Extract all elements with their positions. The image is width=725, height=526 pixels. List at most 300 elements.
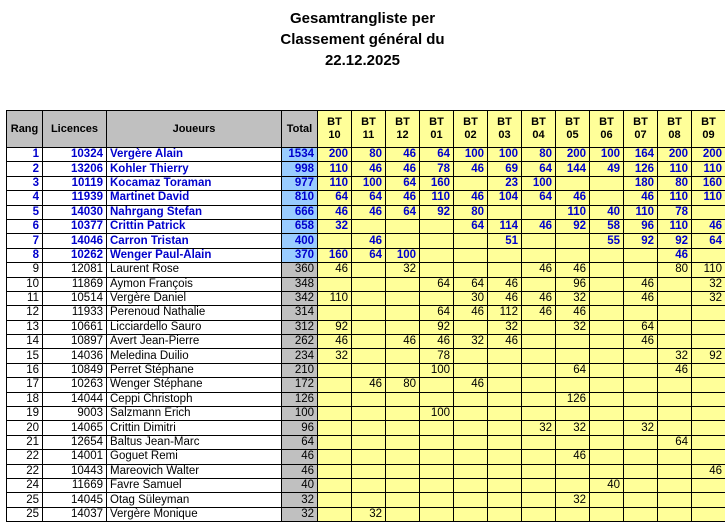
rank-cell: 17 <box>7 378 43 392</box>
score-cell <box>420 378 454 392</box>
score-cell: 46 <box>318 205 352 219</box>
licence-cell: 12081 <box>43 263 107 277</box>
total-cell: 360 <box>282 263 318 277</box>
score-cell <box>624 450 658 464</box>
rank-cell: 7 <box>7 234 43 248</box>
total-cell: 40 <box>282 478 318 492</box>
total-cell: 1534 <box>282 148 318 162</box>
rank-cell: 10 <box>7 277 43 291</box>
player-name-cell: Licciardello Sauro <box>107 320 282 334</box>
score-cell: 64 <box>318 191 352 205</box>
score-cell <box>488 478 522 492</box>
table-row <box>7 363 725 377</box>
score-cell <box>352 277 386 291</box>
score-cell <box>658 378 692 392</box>
score-cell: 32 <box>318 219 352 233</box>
score-cell <box>692 306 725 320</box>
score-cell <box>352 407 386 421</box>
score-cell <box>556 507 590 521</box>
score-cell: 92 <box>318 320 352 334</box>
score-cell <box>624 507 658 521</box>
score-cell <box>352 478 386 492</box>
rank-cell: 2 <box>7 162 43 176</box>
score-cell <box>692 335 725 349</box>
header-bt-label: BT <box>463 116 478 128</box>
rank-cell: 8 <box>7 248 43 262</box>
score-cell: 96 <box>556 277 590 291</box>
score-cell <box>522 335 556 349</box>
score-cell: 100 <box>352 176 386 190</box>
score-cell: 64 <box>454 277 488 291</box>
score-cell <box>318 363 352 377</box>
score-cell <box>386 277 420 291</box>
score-cell <box>386 349 420 363</box>
score-cell: 46 <box>692 464 725 478</box>
score-cell <box>420 464 454 478</box>
score-cell <box>318 277 352 291</box>
score-cell: 100 <box>420 407 454 421</box>
licence-cell: 10119 <box>43 176 107 190</box>
score-cell: 110 <box>692 263 725 277</box>
header-bt <box>590 111 624 148</box>
header-total: Total <box>282 111 318 148</box>
licence-cell: 10262 <box>43 248 107 262</box>
rank-cell: 20 <box>7 421 43 435</box>
licence-cell: 11869 <box>43 277 107 291</box>
player-name-cell: Aymon François <box>107 277 282 291</box>
score-cell: 92 <box>420 205 454 219</box>
score-cell <box>590 507 624 521</box>
header-bt <box>624 111 658 148</box>
table-row <box>7 320 725 334</box>
licence-cell: 10849 <box>43 363 107 377</box>
score-cell <box>692 392 725 406</box>
score-cell <box>352 320 386 334</box>
score-cell: 110 <box>658 162 692 176</box>
score-cell <box>624 392 658 406</box>
score-cell: 46 <box>624 277 658 291</box>
total-cell: 348 <box>282 277 318 291</box>
licence-cell: 12654 <box>43 435 107 449</box>
header-bt-number: 11 <box>362 129 375 141</box>
licence-cell: 11939 <box>43 191 107 205</box>
score-cell <box>522 363 556 377</box>
score-cell <box>556 176 590 190</box>
table-row <box>7 493 725 507</box>
score-cell <box>318 478 352 492</box>
score-cell: 126 <box>556 392 590 406</box>
player-name-cell: Otag Süleyman <box>107 493 282 507</box>
score-cell <box>658 306 692 320</box>
score-cell: 46 <box>386 162 420 176</box>
score-cell: 64 <box>556 363 590 377</box>
score-cell: 32 <box>658 349 692 363</box>
score-cell: 80 <box>522 148 556 162</box>
score-cell: 40 <box>590 205 624 219</box>
player-name-cell: Vergère Alain <box>107 148 282 162</box>
score-cell: 64 <box>692 234 725 248</box>
table-row <box>7 291 725 305</box>
score-cell <box>318 407 352 421</box>
score-cell <box>624 478 658 492</box>
score-cell: 110 <box>692 191 725 205</box>
score-cell: 32 <box>386 263 420 277</box>
score-cell <box>522 507 556 521</box>
player-name-cell: Crittin Patrick <box>107 219 282 233</box>
score-cell <box>420 291 454 305</box>
score-cell: 46 <box>488 277 522 291</box>
score-cell <box>420 263 454 277</box>
score-cell: 64 <box>352 248 386 262</box>
score-cell: 46 <box>454 378 488 392</box>
score-cell: 32 <box>556 320 590 334</box>
licence-cell: 10324 <box>43 148 107 162</box>
licence-cell: 14044 <box>43 392 107 406</box>
score-cell <box>488 493 522 507</box>
rank-cell: 6 <box>7 219 43 233</box>
score-cell <box>522 478 556 492</box>
header-bt <box>352 111 386 148</box>
header-bt-label: BT <box>633 116 648 128</box>
score-cell <box>658 291 692 305</box>
player-name-cell: Carron Tristan <box>107 234 282 248</box>
score-cell <box>692 378 725 392</box>
player-name-cell: Avert Jean-Pierre <box>107 335 282 349</box>
score-cell: 110 <box>318 162 352 176</box>
score-cell: 160 <box>692 176 725 190</box>
total-cell: 810 <box>282 191 318 205</box>
score-cell <box>386 493 420 507</box>
score-cell <box>692 435 725 449</box>
score-cell <box>454 478 488 492</box>
score-cell: 64 <box>420 277 454 291</box>
score-cell <box>454 363 488 377</box>
player-name-cell: Ceppi Christoph <box>107 392 282 406</box>
total-cell: 46 <box>282 450 318 464</box>
player-name-cell: Baltus Jean-Marc <box>107 435 282 449</box>
table-row <box>7 464 725 478</box>
table-row <box>7 148 725 162</box>
score-cell <box>386 306 420 320</box>
score-cell: 100 <box>454 148 488 162</box>
score-cell: 64 <box>420 148 454 162</box>
score-cell <box>386 291 420 305</box>
rank-cell: 25 <box>7 507 43 521</box>
player-name-cell: Meledina Duilio <box>107 349 282 363</box>
player-name-cell: Kohler Thierry <box>107 162 282 176</box>
score-cell <box>420 450 454 464</box>
score-cell <box>522 493 556 507</box>
score-cell: 46 <box>318 263 352 277</box>
rank-cell: 24 <box>7 478 43 492</box>
score-cell: 46 <box>556 263 590 277</box>
score-cell: 92 <box>624 234 658 248</box>
title-line-1: Gesamtrangliste per <box>289 10 436 27</box>
player-name-cell: Mareovich Walter <box>107 464 282 478</box>
score-cell <box>692 407 725 421</box>
score-cell <box>522 205 556 219</box>
score-cell <box>522 320 556 334</box>
score-cell: 46 <box>556 306 590 320</box>
score-cell <box>658 421 692 435</box>
score-cell <box>352 349 386 363</box>
score-cell <box>658 450 692 464</box>
score-cell <box>624 435 658 449</box>
score-cell: 40 <box>590 478 624 492</box>
score-cell <box>624 464 658 478</box>
score-cell: 80 <box>386 378 420 392</box>
score-cell: 64 <box>420 306 454 320</box>
score-cell <box>556 478 590 492</box>
score-cell <box>658 407 692 421</box>
score-cell <box>590 464 624 478</box>
header-bt-number: 01 <box>430 129 443 141</box>
table-row <box>7 234 725 248</box>
score-cell <box>692 507 725 521</box>
total-cell: 312 <box>282 320 318 334</box>
header-bt-label: BT <box>667 116 682 128</box>
score-cell <box>386 421 420 435</box>
score-cell: 32 <box>352 507 386 521</box>
score-cell <box>386 435 420 449</box>
score-cell <box>318 464 352 478</box>
score-cell: 46 <box>522 291 556 305</box>
table-row <box>7 407 725 421</box>
rank-cell: 19 <box>7 407 43 421</box>
score-cell <box>454 349 488 363</box>
licence-cell: 14045 <box>43 493 107 507</box>
table-row <box>7 450 725 464</box>
score-cell <box>352 291 386 305</box>
score-cell <box>624 248 658 262</box>
score-cell: 46 <box>624 191 658 205</box>
score-cell: 32 <box>318 349 352 363</box>
score-cell: 46 <box>522 306 556 320</box>
score-cell: 200 <box>692 148 725 162</box>
total-cell: 126 <box>282 392 318 406</box>
score-cell <box>522 435 556 449</box>
table-row <box>7 335 725 349</box>
score-cell <box>488 407 522 421</box>
header-bt-number: 04 <box>532 129 545 141</box>
score-cell <box>488 464 522 478</box>
score-cell: 100 <box>590 148 624 162</box>
score-cell <box>454 248 488 262</box>
score-cell: 110 <box>692 162 725 176</box>
rank-cell: 1 <box>7 148 43 162</box>
header-joueurs: Joueurs <box>107 111 282 148</box>
table-row <box>7 176 725 190</box>
table-row <box>7 349 725 363</box>
header-bt-number: 08 <box>668 129 681 141</box>
rank-cell: 12 <box>7 306 43 320</box>
score-cell <box>318 392 352 406</box>
score-cell: 46 <box>352 205 386 219</box>
score-cell <box>692 478 725 492</box>
score-cell <box>590 450 624 464</box>
table-row <box>7 421 725 435</box>
header-bt <box>318 111 352 148</box>
table-row <box>7 205 725 219</box>
score-cell <box>556 335 590 349</box>
score-cell: 110 <box>658 191 692 205</box>
score-cell: 46 <box>522 263 556 277</box>
player-name-cell: Vergère Monique <box>107 507 282 521</box>
player-name-cell: Kocamaz Toraman <box>107 176 282 190</box>
score-cell: 78 <box>420 349 454 363</box>
score-cell <box>522 248 556 262</box>
table-row <box>7 378 725 392</box>
score-cell <box>318 378 352 392</box>
score-cell <box>420 435 454 449</box>
score-cell: 46 <box>318 335 352 349</box>
score-cell: 110 <box>318 291 352 305</box>
header-row <box>7 111 725 148</box>
score-cell <box>590 363 624 377</box>
score-cell: 46 <box>420 335 454 349</box>
score-cell: 46 <box>454 191 488 205</box>
score-cell <box>590 191 624 205</box>
score-cell: 46 <box>692 219 725 233</box>
score-cell <box>488 392 522 406</box>
score-cell <box>658 277 692 291</box>
score-cell <box>386 392 420 406</box>
licence-cell: 14001 <box>43 450 107 464</box>
score-cell: 114 <box>488 219 522 233</box>
score-cell <box>658 478 692 492</box>
score-cell <box>352 435 386 449</box>
score-cell: 64 <box>522 191 556 205</box>
score-cell: 46 <box>556 450 590 464</box>
score-cell <box>590 291 624 305</box>
table-row <box>7 191 725 205</box>
score-cell <box>318 450 352 464</box>
total-cell: 314 <box>282 306 318 320</box>
header-bt <box>386 111 420 148</box>
header-bt-label: BT <box>497 116 512 128</box>
header-bt-number: 07 <box>634 129 647 141</box>
score-cell: 32 <box>488 320 522 334</box>
score-cell <box>624 378 658 392</box>
score-cell: 46 <box>454 306 488 320</box>
table-row <box>7 392 725 406</box>
score-cell <box>658 493 692 507</box>
total-cell: 262 <box>282 335 318 349</box>
score-cell: 46 <box>488 335 522 349</box>
rank-cell: 14 <box>7 335 43 349</box>
player-name-cell: Wenger Stéphane <box>107 378 282 392</box>
score-cell <box>386 363 420 377</box>
title-line-2: Classement général du <box>280 31 445 48</box>
header-bt <box>556 111 590 148</box>
header-bt-number: 09 <box>702 129 715 141</box>
score-cell <box>624 363 658 377</box>
score-cell: 32 <box>522 421 556 435</box>
score-cell <box>590 335 624 349</box>
score-cell <box>590 392 624 406</box>
licence-cell: 14037 <box>43 507 107 521</box>
score-cell <box>590 407 624 421</box>
score-cell <box>420 234 454 248</box>
rank-cell: 3 <box>7 176 43 190</box>
score-cell: 144 <box>556 162 590 176</box>
score-cell: 51 <box>488 234 522 248</box>
score-cell <box>692 205 725 219</box>
score-cell: 100 <box>488 148 522 162</box>
score-cell: 92 <box>556 219 590 233</box>
player-name-cell: Vergère Daniel <box>107 291 282 305</box>
ranking-table <box>6 110 725 522</box>
score-cell: 180 <box>624 176 658 190</box>
header-bt-label: BT <box>429 116 444 128</box>
score-cell: 64 <box>658 435 692 449</box>
table-row <box>7 248 725 262</box>
licence-cell: 10263 <box>43 378 107 392</box>
score-cell <box>318 234 352 248</box>
header-bt-label: BT <box>327 116 342 128</box>
score-cell <box>658 320 692 334</box>
score-cell: 200 <box>556 148 590 162</box>
score-cell: 104 <box>488 191 522 205</box>
header-bt <box>692 111 725 148</box>
table-row <box>7 277 725 291</box>
score-cell <box>556 378 590 392</box>
ranking-body <box>7 148 725 522</box>
score-cell <box>522 450 556 464</box>
player-name-cell: Martinet David <box>107 191 282 205</box>
licence-cell: 11669 <box>43 478 107 492</box>
header-bt-number: 05 <box>566 129 579 141</box>
player-name-cell: Crittin Dimitri <box>107 421 282 435</box>
header-bt-number: 03 <box>498 129 511 141</box>
score-cell: 110 <box>658 219 692 233</box>
score-cell: 32 <box>692 277 725 291</box>
total-cell: 172 <box>282 378 318 392</box>
rank-cell: 21 <box>7 435 43 449</box>
player-name-cell: Favre Samuel <box>107 478 282 492</box>
licence-cell: 10377 <box>43 219 107 233</box>
score-cell <box>454 176 488 190</box>
score-cell: 200 <box>658 148 692 162</box>
table-row <box>7 162 725 176</box>
score-cell <box>556 234 590 248</box>
score-cell <box>556 435 590 449</box>
licence-cell: 14030 <box>43 205 107 219</box>
rank-cell: 22 <box>7 464 43 478</box>
player-name-cell: Goguet Remi <box>107 450 282 464</box>
score-cell <box>590 277 624 291</box>
score-cell <box>590 378 624 392</box>
score-cell <box>386 507 420 521</box>
score-cell <box>624 263 658 277</box>
score-cell: 32 <box>556 421 590 435</box>
score-cell: 64 <box>386 176 420 190</box>
score-cell <box>488 507 522 521</box>
score-cell: 80 <box>352 148 386 162</box>
score-cell <box>556 248 590 262</box>
score-cell <box>556 407 590 421</box>
score-cell: 80 <box>658 176 692 190</box>
score-cell <box>522 464 556 478</box>
total-cell: 32 <box>282 493 318 507</box>
score-cell: 92 <box>692 349 725 363</box>
header-bt <box>522 111 556 148</box>
total-cell: 210 <box>282 363 318 377</box>
header-bt-label: BT <box>395 116 410 128</box>
score-cell <box>624 349 658 363</box>
score-cell: 164 <box>624 148 658 162</box>
score-cell <box>488 435 522 449</box>
